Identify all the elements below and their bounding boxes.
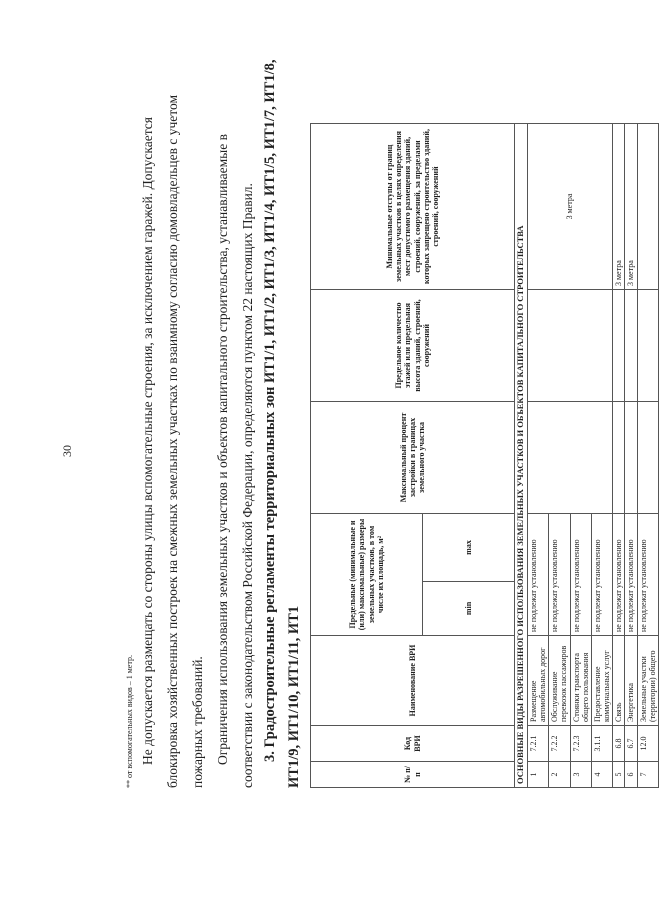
header-min: min <box>423 582 515 636</box>
row-floors <box>613 290 625 402</box>
row-name: Энергетика <box>625 636 637 726</box>
header-name: Наименование ВРИ <box>311 636 515 726</box>
row-floors <box>527 290 613 402</box>
row-setback: 3 метра <box>527 124 613 290</box>
paragraph-line: пожарных требований. <box>190 656 205 788</box>
row-setback: 3 метра <box>625 124 637 290</box>
row-percent <box>637 402 658 514</box>
row-percent <box>625 402 637 514</box>
row-size: не подлежат установлению <box>570 514 591 636</box>
row-size: не подлежат установлению <box>625 514 637 636</box>
row-percent <box>527 402 613 514</box>
row-name: Размещение автомобильных дорог <box>527 636 548 726</box>
row-setback <box>637 124 658 290</box>
row-name: Предоставление коммунальных услуг <box>591 636 612 726</box>
row-num: 7 <box>637 762 658 788</box>
row-code: 6.8 <box>613 726 625 762</box>
row-size: не подлежат установлению <box>549 514 570 636</box>
header-floors: Предельное количество этажей или предельная высота зданий, строений, сооружений <box>311 290 515 402</box>
row-floors <box>625 290 637 402</box>
row-code: 7.2.2 <box>549 726 570 762</box>
row-size: не подлежат установлению <box>527 514 548 636</box>
header-size: Предельные (минимальные и (или) максимальные) размеры земельных участков, в том числе их площадь, м² <box>311 514 423 636</box>
row-num: 3 <box>570 762 591 788</box>
row-code: 7.2.3 <box>570 726 591 762</box>
header-max: max <box>423 514 515 582</box>
paragraph-line: соответствии с законодательством Российской Федерации, определяются пунктом 22 настоящих Правил. <box>240 183 255 788</box>
row-name: Связь <box>613 636 625 726</box>
row-size: не подлежат установлению <box>591 514 612 636</box>
regulations-table <box>310 123 659 788</box>
paragraph-line: блокировка хозяйственных построек на смежных земельных участках по взаимному согласию домовладельцев с учетом <box>165 94 180 788</box>
paragraph-line: Не допускается размещать со стороны улицы вспомогательные строения, за исключением гаражей. Допускается <box>140 117 155 765</box>
table-row <box>625 124 637 788</box>
row-name: Земельные участки (территории) общего <box>637 636 658 726</box>
table-row <box>637 124 658 788</box>
section-title: ОСНОВНЫЕ ВИДЫ РАЗРЕШЕННОГО ИСПОЛЬЗОВАНИЯ ЗЕМЕЛЬНЫХ УЧАСТКОВ И ОБЪЕКТОВ КАПИТАЛЬНОГО СТРОИТЕЛЬСТВА <box>515 124 528 788</box>
row-code: 12.0 <box>637 726 658 762</box>
row-floors <box>637 290 658 402</box>
paragraph-line: Ограничения использования земельных участков и объектов капитального строительства, устанавливаемые в <box>215 134 230 765</box>
section-heading: 3. Градостроительные регламенты территориальных зон ИТ1/1, ИТ1/2, ИТ1/3, ИТ1/4, ИТ1/5, ИТ1/7, ИТ1/8, <box>262 59 278 762</box>
row-num: 4 <box>591 762 612 788</box>
row-num: 5 <box>613 762 625 788</box>
row-code: 3.1.1 <box>591 726 612 762</box>
footnote: ** от вспомогательных видов – 1 метр. <box>125 655 134 788</box>
row-size: не подлежат установлению <box>637 514 658 636</box>
row-num: 6 <box>625 762 637 788</box>
table-row <box>613 124 625 788</box>
page-number: 30 <box>60 445 74 457</box>
header-num: № п/п <box>311 762 515 788</box>
row-num: 1 <box>527 762 548 788</box>
row-code: 6.7 <box>625 726 637 762</box>
table-row <box>527 124 548 788</box>
section-heading: ИТ1/9, ИТ1/10, ИТ1/11, ИТ1 <box>286 605 302 788</box>
row-setback: 3 метра <box>613 124 625 290</box>
row-name: Обслуживание перевозок пассажиров <box>549 636 570 726</box>
row-name: Стоянки транспорта общего пользования <box>570 636 591 726</box>
row-num: 2 <box>549 762 570 788</box>
header-percent: Максимальный процент застройки в границах земельного участка <box>311 402 515 514</box>
header-code: Код ВРИ <box>311 726 515 762</box>
row-percent <box>613 402 625 514</box>
row-code: 7.2.1 <box>527 726 548 762</box>
row-size: не подлежат установлению <box>613 514 625 636</box>
header-setback: Минимальные отступы от границ земельных участков в целях определения мест допустимого размещения зданий, строений, сооружений, за пределами которых запрещено строительство зданий, строений, сооружений <box>311 124 515 290</box>
